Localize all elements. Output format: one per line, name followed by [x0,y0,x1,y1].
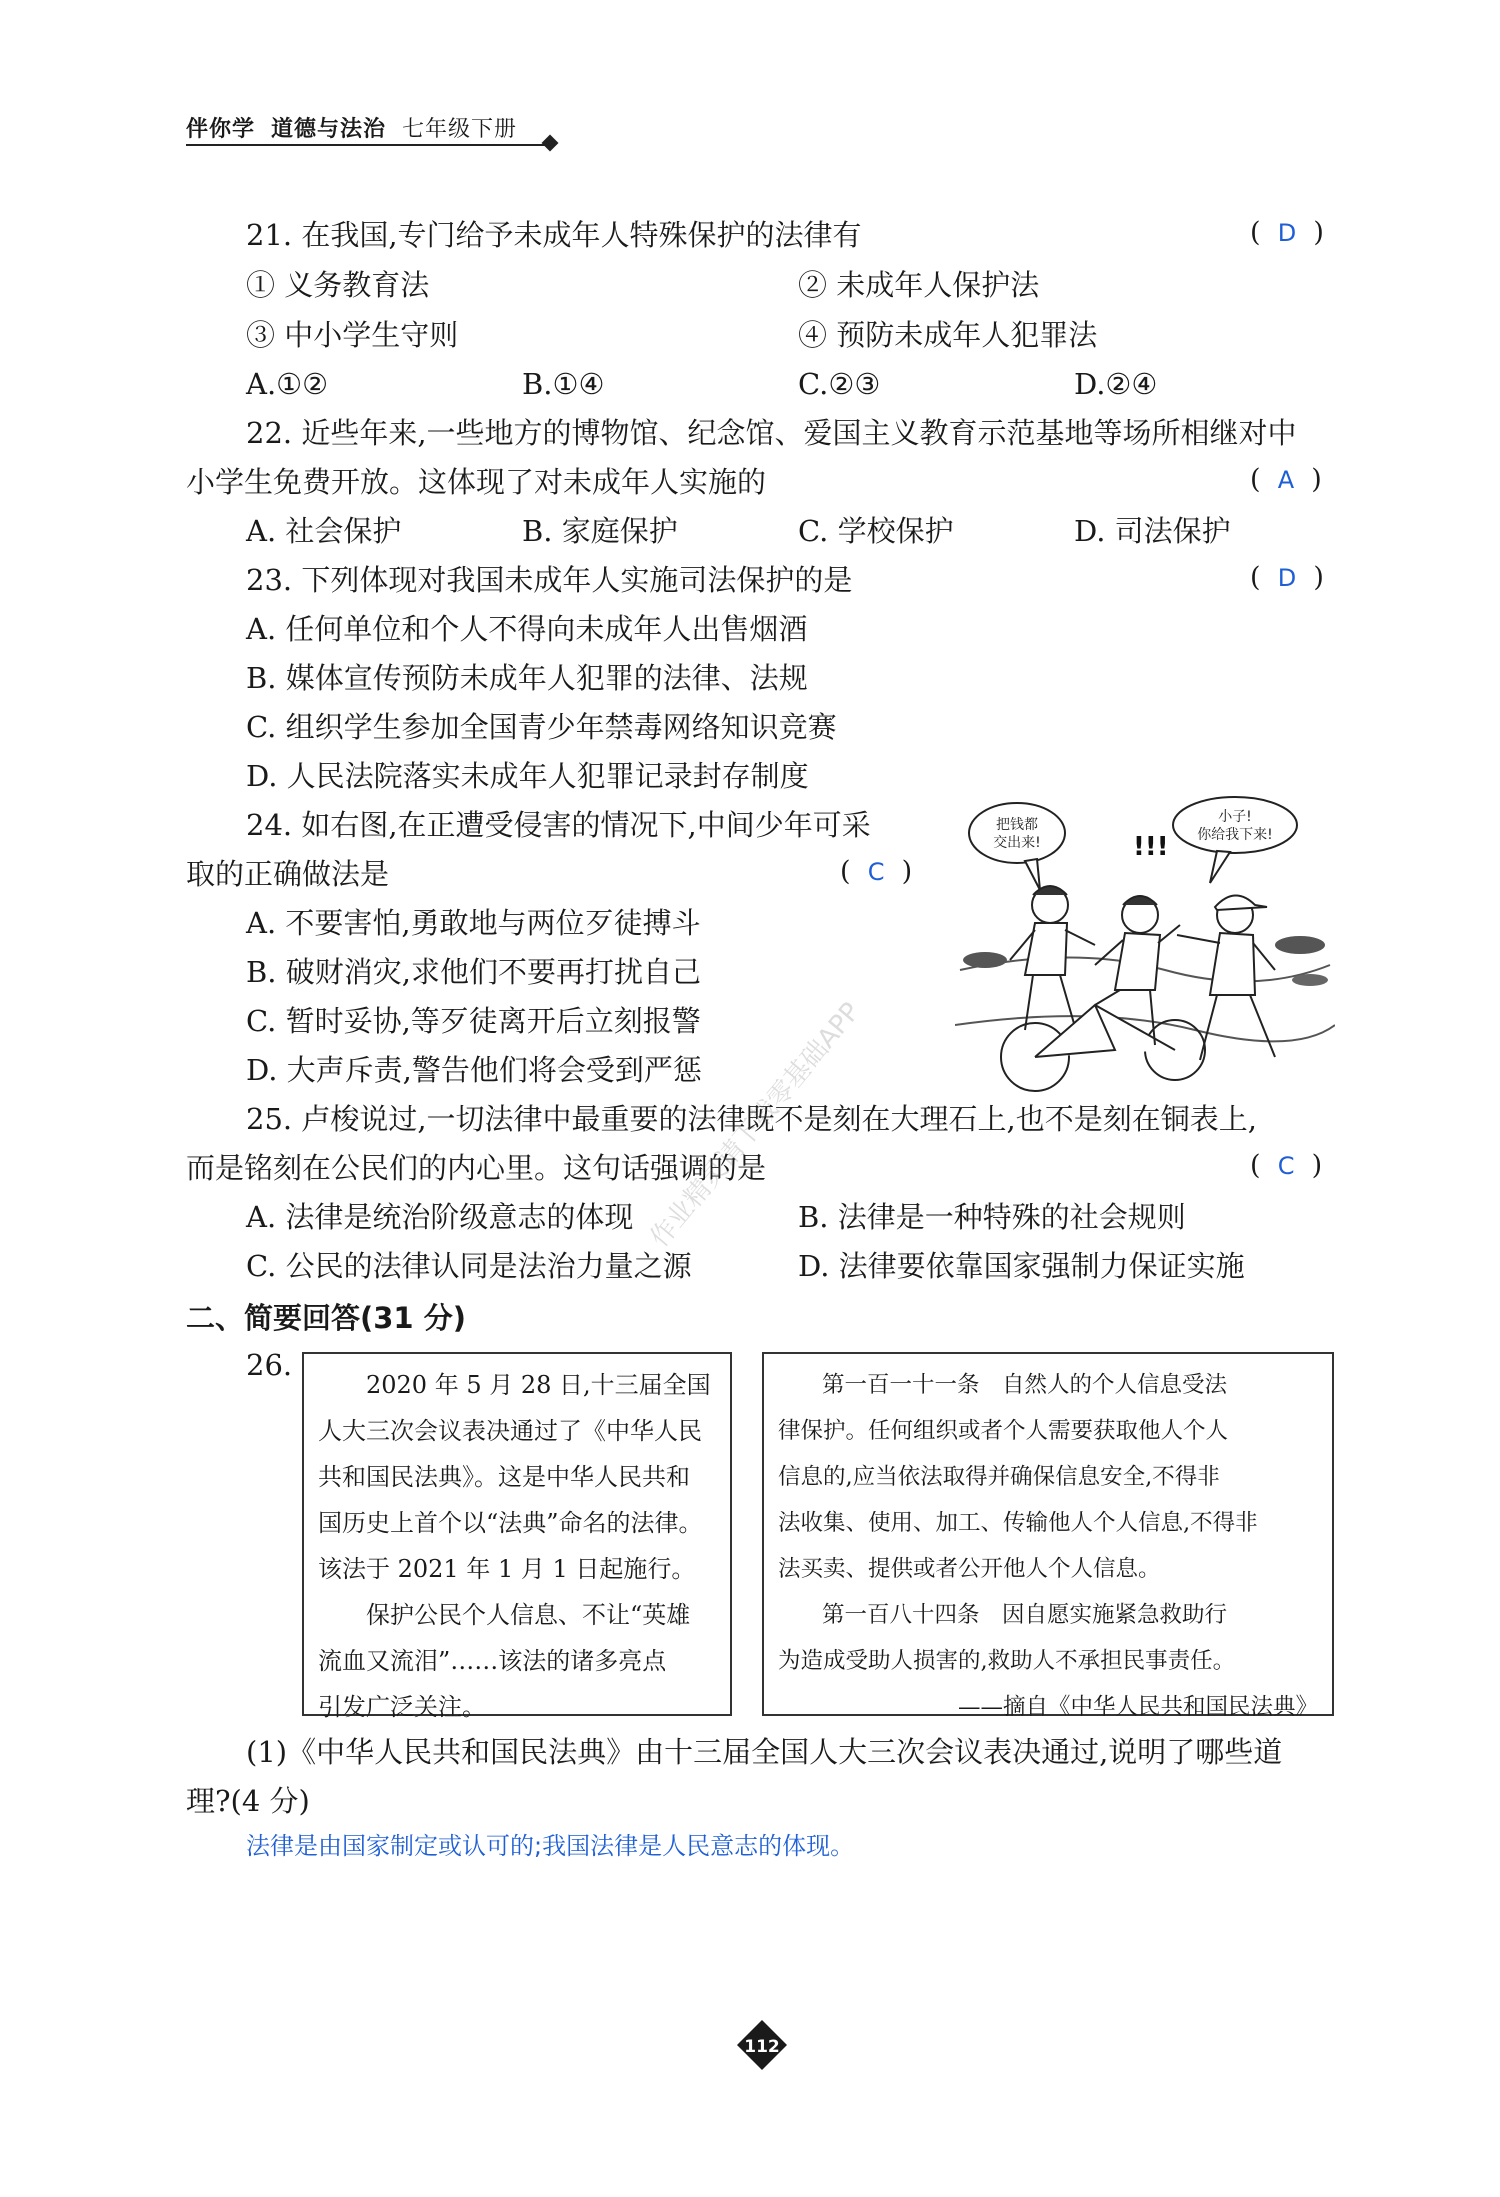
box-left-line-7: 流血又流泪”……该法的诸多亮点 [318,1647,667,1675]
q21-item-2: ② 未成年人保护法 [798,268,1040,302]
q24-option-b: B. 破财消灾,求他们不要再打扰自己 [246,955,701,989]
box-left-line-1: 2020 年 5 月 28 日,十三届全国 [366,1371,711,1399]
q21-option-d: D.②④ [1074,367,1158,401]
box-right-line-2: 律保护。任何组织或者个人需要获取他人个人 [778,1418,1229,1444]
box-left-line-6: 保护公民个人信息、不让“英雄 [366,1601,691,1629]
right-figure [1177,895,1275,1060]
bubble-left-line1: 把钱都 [996,817,1038,833]
q24-answer-paren: ( C ) [840,856,913,887]
q24-option-c: C. 暂时妥协,等歹徒离开后立刻报警 [246,1004,701,1038]
header-brand: 伴你学 [186,117,256,142]
q26-sub1-answer: 法律是由国家制定或认可的;我国法律是人民意志的体现。 [246,1832,855,1860]
q26-box-left [302,1352,732,1721]
q22-option-a: A. 社会保护 [246,514,402,548]
q25-stem-line1: 25. 卢梭说过,一切法律中最重要的法律既不是刻在大理石上,也不是刻在铜表上, [246,1102,1257,1136]
q25-stem-line2: 而是铭刻在公民们的内心里。这句话强调的是 [186,1151,767,1185]
q22-answer-paren: ( A ) [1250,464,1322,495]
exclaim-marks: !!! [1133,832,1169,862]
q26-number: 26. [246,1348,293,1382]
q23-option-c: C. 组织学生参加全国青少年禁毒网络知识竞赛 [246,710,837,744]
q21-item-4: ④ 预防未成年人犯罪法 [798,318,1098,352]
q21-option-c: C.②③ [798,367,881,401]
box-right-line-5: 法买卖、提供或者公开他人个人信息。 [778,1556,1161,1582]
q23-option-a: A. 任何单位和个人不得向未成年人出售烟酒 [246,612,808,646]
q26-box-right [762,1352,1334,1720]
box-right-line-3: 信息的,应当依法取得并确保信息安全,不得非 [778,1464,1220,1490]
q26-sub1-line1: (1)《中华人民共和国民法典》由十三届全国人大三次会议表决通过,说明了哪些道 [246,1735,1283,1769]
watermark: 作业精灵请下载零基础APP [644,997,867,1254]
q25-answer: C [1277,1152,1295,1180]
q22-stem-line2: 小学生免费开放。这体现了对未成年人实施的 [186,465,767,499]
q25-option-c: C. 公民的法律认同是法治力量之源 [246,1249,692,1283]
q25-option-d: D. 法律要依靠国家强制力保证实施 [798,1249,1245,1283]
q24-option-d: D. 大声斥责,警告他们将会受到严惩 [246,1053,702,1087]
q22-option-b: B. 家庭保护 [522,514,678,548]
bubble-right-line1: 小子! [1218,809,1252,825]
bubble-right [1173,797,1297,883]
box-right-line-6: 第一百八十四条 因自愿实施紧急救助行 [822,1602,1228,1628]
q21-answer: D [1277,219,1297,247]
box-right-line-7: 为造成受助人损害的,救助人不承担民事责任。 [778,1648,1236,1674]
box-right-line-1: 第一百一十一条 自然人的个人信息受法 [822,1372,1228,1398]
q23-answer: D [1277,564,1297,592]
box-left-line-5: 该法于 2021 年 1 月 1 日起施行。 [318,1555,696,1583]
q22-stem-line1: 22. 近些年来,一些地方的博物馆、纪念馆、爱国主义教育示范基地等场所相继对中 [246,416,1297,450]
bubble-right-line2: 你给我下来! [1197,827,1273,843]
page-number: 112 [744,2037,780,2057]
q24-option-a: A. 不要害怕,勇敢地与两位歹徒搏斗 [246,906,701,940]
box-left-line-3: 共和国民法典》。这是中华人民共和 [318,1463,690,1491]
q24-stem-line2: 取的正确做法是 [186,857,390,891]
header-grade: 七年级下册 [402,117,518,142]
q23-option-b: B. 媒体宣传预防未成年人犯罪的法律、法规 [246,661,808,695]
q22-option-c: C. 学校保护 [798,514,954,548]
header-subject: 道德与法治 [271,117,387,142]
q21-stem: 21. 在我国,专门给予未成年人特殊保护的法律有 [246,218,862,252]
q21-answer-paren: ( D ) [1250,217,1324,248]
q21-item-3: ③ 中小学生守则 [246,318,459,352]
q24-stem-line1: 24. 如右图,在正遭受侵害的情况下,中间少年可采 [246,808,871,842]
middle-figure [1001,896,1205,1091]
q25-option-a: A. 法律是统治阶级意志的体现 [246,1200,634,1234]
q25-answer-paren: ( C ) [1250,1150,1323,1181]
bubble-left [969,803,1065,890]
page-number-badge [735,2018,789,2072]
bubble-left-line2: 交出来! [993,835,1041,851]
q22-option-d: D. 司法保护 [1074,514,1231,548]
q23-stem: 23. 下列体现对我国未成年人实施司法保护的是 [246,563,853,597]
q26-sub1-line2: 理?(4 分) [186,1784,310,1818]
box-left-line-2: 人大三次会议表决通过了《中华人民 [318,1417,702,1445]
box-right-source: ——摘自《中华人民共和国民法典》 [957,1694,1318,1720]
header-diamond-icon [542,135,559,152]
box-left-line-4: 国历史上首个以“法典”命名的法律。 [318,1509,703,1537]
section-2-title: 二、简要回答(31 分) [186,1301,466,1335]
q21-option-b: B.①④ [522,367,605,401]
q24-answer: C [867,858,885,886]
q23-option-d: D. 人民法院落实未成年人犯罪记录封存制度 [246,759,809,793]
q21-item-1: ① 义务教育法 [246,268,430,302]
q23-answer-paren: ( D ) [1250,562,1324,593]
q24-illustration [955,795,1335,1095]
box-left-line-8: 引发广泛关注。 [318,1693,486,1721]
q25-option-b: B. 法律是一种特殊的社会规则 [798,1200,1186,1234]
box-right-line-4: 法收集、使用、加工、传输他人个人信息,不得非 [778,1510,1258,1536]
header-rule [186,144,546,146]
running-header [186,112,517,143]
q21-option-a: A.①② [246,367,329,401]
q22-answer: A [1277,466,1295,494]
